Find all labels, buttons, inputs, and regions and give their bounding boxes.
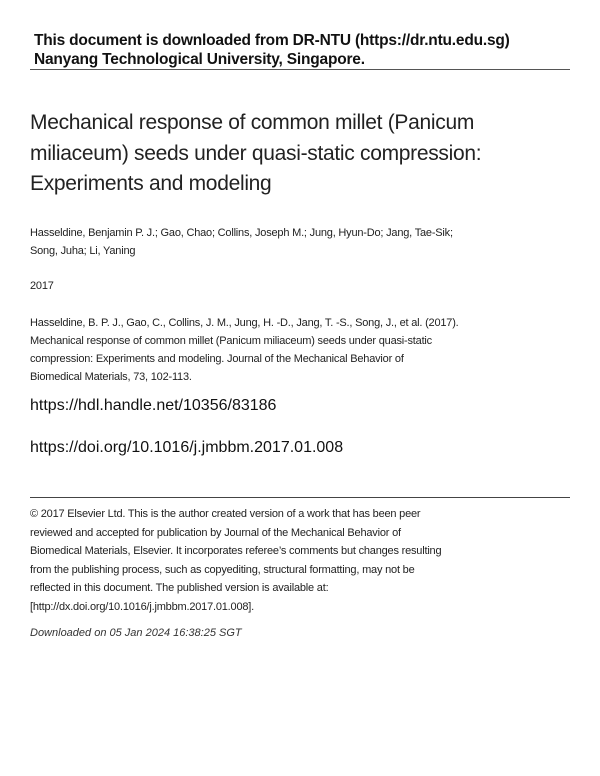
doi-link[interactable]: https://doi.org/10.1016/j.jmbbm.2017.01.008	[30, 439, 344, 456]
notice-line-1: © 2017 Elsevier Ltd. This is the author created version of a work that has been peer	[30, 508, 421, 520]
download-timestamp: Downloaded on 05 Jan 2024 16:38:25 SGT	[30, 627, 242, 639]
header-line-2: Nanyang Technological University, Singapore.	[34, 51, 365, 68]
notice-line-4: from the publishing process, such as copyediting, structural formatting, may not be	[30, 563, 415, 576]
notice-line-3: Biomedical Materials, Elsevier. It incorporates referee’s comments but changes resulting	[30, 545, 442, 558]
repository-header	[34, 31, 510, 69]
paper-title	[30, 108, 481, 200]
authors-line-1: Hasseldine, Benjamin P. J.; Gao, Chao; Collins, Joseph M.; Jung, Hyun-Do; Jang, Tae-Sik;	[30, 227, 453, 239]
authors	[30, 224, 453, 260]
header-line-1: This document is downloaded from DR-NTU (https://dr.ntu.edu.sg)	[34, 32, 510, 49]
citation-line-4: Biomedical Materials, 73, 102-113.	[30, 371, 192, 383]
copyright-notice	[30, 505, 441, 617]
notice-line-5: reflected in this document. The published version is available at:	[30, 582, 329, 595]
notice-line-6: [http://dx.doi.org/10.1016/j.jmbbm.2017.01.008].	[30, 600, 254, 613]
title-line-1: Mechanical response of common millet (Panicum	[30, 111, 475, 134]
header-divider	[30, 69, 570, 70]
title-line-3: Experiments and modeling	[30, 172, 272, 195]
handle-link[interactable]: https://hdl.handle.net/10356/83186	[30, 397, 277, 414]
notice-line-2: reviewed and accepted for publication by Journal of the Mechanical Behavior of	[30, 526, 401, 539]
authors-line-2: Song, Juha; Li, Yaning	[30, 245, 136, 257]
title-line-2: miliaceum) seeds under quasi-static compression:	[30, 141, 482, 165]
year: 2017	[30, 280, 54, 292]
citation	[30, 314, 459, 386]
notice-divider	[30, 497, 570, 498]
citation-line-1: Hasseldine, B. P. J., Gao, C., Collins, J. M., Jung, H. -D., Jang, T. -S., Song, J., et al. (2017).	[30, 317, 459, 329]
citation-line-2: Mechanical response of common millet (Panicum miliaceum) seeds under quasi-static	[30, 335, 432, 347]
citation-line-3: compression: Experiments and modeling. Journal of the Mechanical Behavior of	[30, 353, 404, 365]
